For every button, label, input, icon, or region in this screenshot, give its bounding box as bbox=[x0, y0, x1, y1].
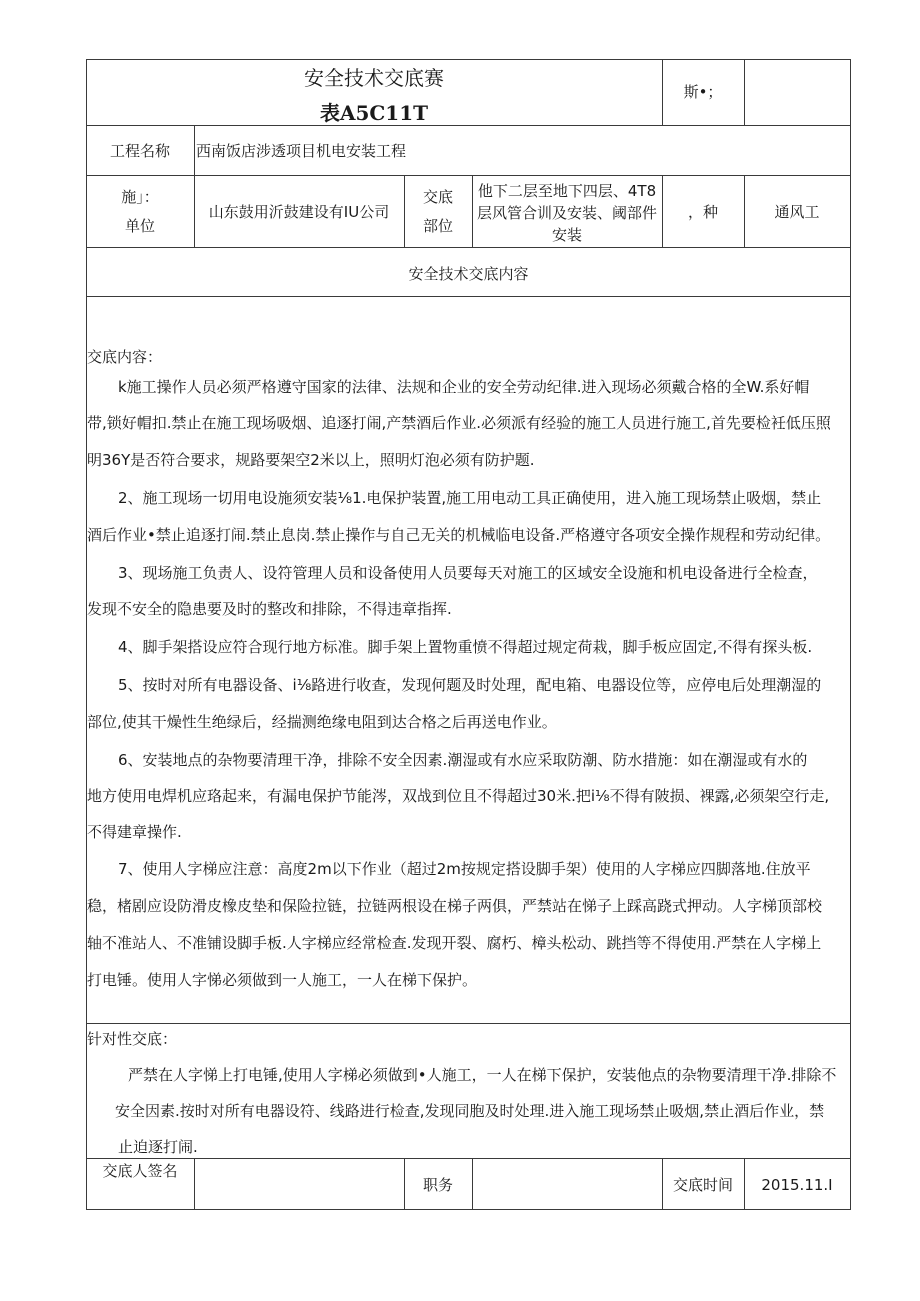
unit-divider-2 bbox=[404, 175, 405, 247]
content-line: 带,锁好帽扣.禁止在施工现场吸烟、追逐打闹,产禁酒后作业.必须派有经验的施工人员进行施工,首先要检衽低压照 bbox=[87, 414, 831, 432]
content-line: 4、脚手架搭设应符合现行地方标准。脚手架上置物重愤不得超过规定荷栽，脚手板应固定,不得有探头板. bbox=[118, 638, 813, 656]
content-line: 明36Y是否符合要求，规路要架空2米以上，照明灯泡必须有防护题. bbox=[87, 451, 535, 469]
content-line: 6、安装地点的杂物要清理干净，排除不安全因素.潮湿或有水应采取防潮、防水措施：如在潮湿或有水的 bbox=[118, 751, 808, 769]
content-label: 交底内容： bbox=[87, 348, 163, 366]
content-line: 打电锤。使用人字悌必须做到一人施工，一人在梯下保护。 bbox=[87, 971, 478, 989]
footer-divider-1 bbox=[194, 1158, 195, 1209]
targeted-line: 安全因素.按时对所有电器设符、线路进行检查,发现同胞及时处理.进入施工现场禁止吸烟,禁止酒后作业，禁 bbox=[115, 1102, 825, 1120]
part-label-2: 部位 bbox=[422, 217, 453, 235]
content-line: 不得建章操作. bbox=[87, 823, 182, 841]
unit-label-1: 施」： bbox=[121, 188, 159, 206]
targeted-line: 严禁在人字悌上打电锤,使用人字梯必须做到•人施工，一人在梯下保护，安装他点的杂物要清理干净.排除不 bbox=[128, 1066, 837, 1084]
content-line: 酒后作业•禁止追逐打闹.禁止息岗.禁止操作与自己无关的机械临电设备.严格遵守各项安全操作规程和劳动纪律。 bbox=[87, 526, 831, 544]
row-divider-6 bbox=[86, 1158, 851, 1159]
project-value: 西南饭店涉透项目机电安装工程 bbox=[196, 142, 407, 160]
content-line: 部位,使其干燥性生绝绿后，经揣测绝缘电阻到达合格之后再送电作业。 bbox=[87, 713, 557, 731]
document-title: 安全技术交底赛 bbox=[304, 66, 444, 90]
part-value-line-3: 安装 bbox=[551, 226, 582, 244]
table-border-right bbox=[850, 59, 851, 1210]
header-divider-2 bbox=[744, 59, 745, 125]
table-border-top bbox=[86, 59, 851, 60]
content-line: 3、现场施工负责人、设符管理人员和设备使用人员要每天对施工的区域安全设施和机电设备进行全检查， bbox=[118, 564, 818, 582]
targeted-label: 针对性交底： bbox=[87, 1030, 178, 1048]
content-line: 发现不安全的隐患要及时的整改和排除，不得违章指挥. bbox=[87, 600, 452, 618]
content-line: k施工操作人员必须严格遵守国家的法律、法规和企业的安全劳动纪律.进入现场必须戴合格的全W.系好帽 bbox=[118, 378, 810, 396]
form-code: 表A5C11T bbox=[319, 101, 429, 125]
part-value-line-1: 他下二层至地下四层、4T8 bbox=[477, 182, 657, 200]
row-divider-2 bbox=[86, 175, 851, 176]
project-divider bbox=[194, 125, 195, 175]
number-label: 斯•； bbox=[683, 83, 723, 101]
row-divider-5 bbox=[86, 1023, 851, 1024]
time-value: 2015.11.I bbox=[761, 1176, 833, 1194]
content-line: 7、使用人字梯应注意：高度2m以下作业（超过2m按规定搭设脚手架）使用的人字梯应四脚落地.住放平 bbox=[118, 860, 811, 878]
row-divider-4 bbox=[86, 296, 851, 297]
targeted-line: 止迫逐打闹. bbox=[118, 1138, 198, 1156]
content-line: 稳，楮剧应设防滑皮橡皮垫和保险拉链，拉链两根设在梯子两俱，严禁站在悌子上踩高跷式押动。人字梯顶部校 bbox=[87, 897, 823, 915]
unit-value: 山东鼓用沂鼓建设有IU公司 bbox=[208, 203, 390, 221]
row-divider-1 bbox=[86, 125, 851, 126]
part-label-1: 交底 bbox=[422, 188, 453, 206]
content-heading: 安全技术交底内容 bbox=[408, 265, 529, 283]
time-label: 交底时间 bbox=[672, 1176, 733, 1194]
position-label: 职务 bbox=[422, 1176, 453, 1194]
trade-value: 通风工 bbox=[774, 203, 820, 221]
content-line: 地方使用电焊机应珞起来，有漏电保护节能涔，双战到位且不得超过30米.把i⅛不得有陂损、裸露,必须架空行走, bbox=[87, 787, 830, 805]
row-divider-3 bbox=[86, 247, 851, 248]
trade-label: ，种 bbox=[687, 203, 718, 221]
table-border-bottom bbox=[86, 1209, 851, 1210]
content-line: 轴不准站人、不准铺设脚手板.人字梯应经常检查.发现开裂、腐朽、樟头松动、跳挡等不得使用.严禁在人字梯上 bbox=[87, 934, 822, 952]
content-line: 2、施工现场一切用电设施须安装⅛1.电保护装置,施工用电动工具正确使用，进入施工现场禁止吸烟，禁止 bbox=[118, 489, 822, 507]
project-label: 工程名称 bbox=[109, 142, 170, 160]
content-line: 5、按时对所有电器设备、i⅛路进行收查，发现何题及时处理，配电箱、电器设位等，应停电后处理潮湿的 bbox=[118, 676, 822, 694]
part-value-line-2: 层风管合训及安装、阈部件 bbox=[476, 204, 657, 222]
footer-divider-3 bbox=[472, 1158, 473, 1209]
unit-label-2: 单位 bbox=[124, 217, 155, 235]
signer-label: 交底人签名 bbox=[102, 1162, 178, 1180]
